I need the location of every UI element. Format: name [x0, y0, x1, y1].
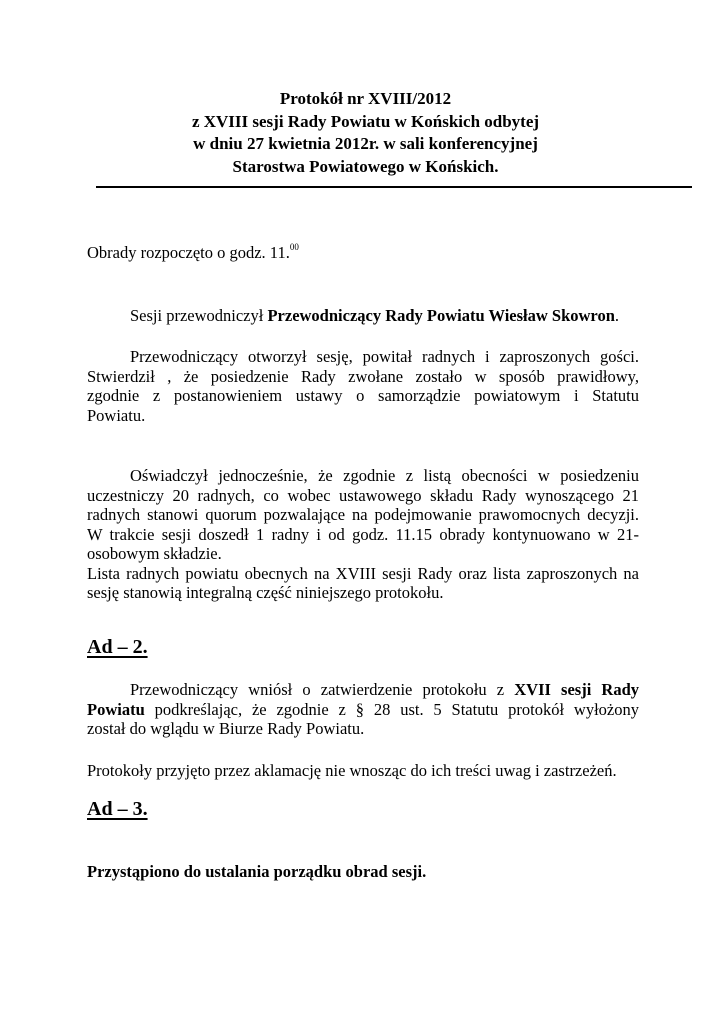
ad3-paragraph [87, 862, 639, 882]
section-heading-ad2: Ad – 2. [87, 636, 148, 658]
paragraph-line: zgodnie z postanowieniem ustawy o samorządzie powiatowym i Statutu [87, 386, 639, 405]
paragraph-line: osobowym składzie. [87, 544, 222, 563]
title-line: Starostwa Powiatowego w Końskich. [232, 156, 499, 176]
title-line: w dniu 27 kwietnia 2012r. w sali konferencyjnej [193, 134, 538, 153]
paragraph-line: Lista radnych powiatu obecnych na XVIII sesji Rady oraz lista zaproszonych na [87, 563, 639, 583]
ad2-line1-bold: XVII sesji Rady [514, 680, 639, 699]
ad3-text: Przystąpiono do ustalania porządku obrad sesji. [87, 862, 427, 881]
paragraph-line: został do wglądu w Biurze Rady Powiatu. [87, 719, 365, 738]
paragraph-line [87, 700, 639, 720]
paragraph-line: Przewodniczący otworzył sesję, powitał radnych i zaproszonych gości. [130, 347, 639, 366]
chair-suffix: . [614, 306, 620, 325]
ad2-paragraph [87, 680, 639, 739]
ad2-accepted-paragraph [87, 761, 639, 781]
title-divider [96, 186, 692, 188]
paragraph-line: Powiatu. [87, 405, 146, 425]
paragraph-line [87, 680, 639, 700]
paragraph-line: Protokoły przyjęto przez aklamację nie wnosząc do ich treści uwag i zastrzeżeń. [87, 761, 617, 780]
ad2-line2-text: podkreślając, że zgodnie z § 28 ust. 5 Statutu protokół wyłożony [144, 699, 639, 719]
title-line: z XVIII sesji Rady Powiatu w Końskich odbytej [191, 111, 540, 131]
chair-name: Przewodniczący Rady Powiatu Wiesław Skowron [267, 306, 615, 325]
paragraph-line: Stwierdził , że posiedzenie Rady zwołane zostało w sposób prawidłowy, [87, 366, 639, 386]
opening-time-minutes: 00 [289, 242, 299, 252]
paragraph-line: uczestniczy 20 radnych, co wobec ustawowego składu Rady wynoszącego 21 [87, 485, 639, 505]
title-line: Protokół nr XVIII/2012 [279, 89, 452, 108]
opening-text: Obrady rozpoczęto o godz. 11. [87, 243, 290, 262]
paragraph-line: W trakcie sesji doszedł 1 radny i od godz. 11.15 obrady kontynuowano w 21- [87, 524, 639, 544]
ad2-line1-text: Przewodniczący wniósł o zatwierdzenie protokołu z [130, 680, 515, 699]
paragraph-line: Oświadczył jednocześnie, że zgodnie z listą obecności w posiedzeniu [130, 466, 639, 485]
document-title [88, 88, 643, 178]
ad2-line2-bold: Powiatu [87, 699, 145, 719]
paragraph-line: sesję stanowią integralną część niniejszego protokołu. [87, 583, 444, 602]
opening-paragraph [87, 243, 639, 263]
chair-prefix: Sesji przewodniczył [130, 306, 268, 325]
chair-paragraph [87, 306, 650, 326]
opening-details-paragraph [87, 347, 639, 425]
paragraph-line: radnych stanowi quorum pozwalające na podejmowanie prawomocnych decyzji. [87, 505, 639, 524]
section-heading-ad3: Ad – 3. [87, 798, 148, 820]
quorum-paragraph [87, 466, 639, 603]
